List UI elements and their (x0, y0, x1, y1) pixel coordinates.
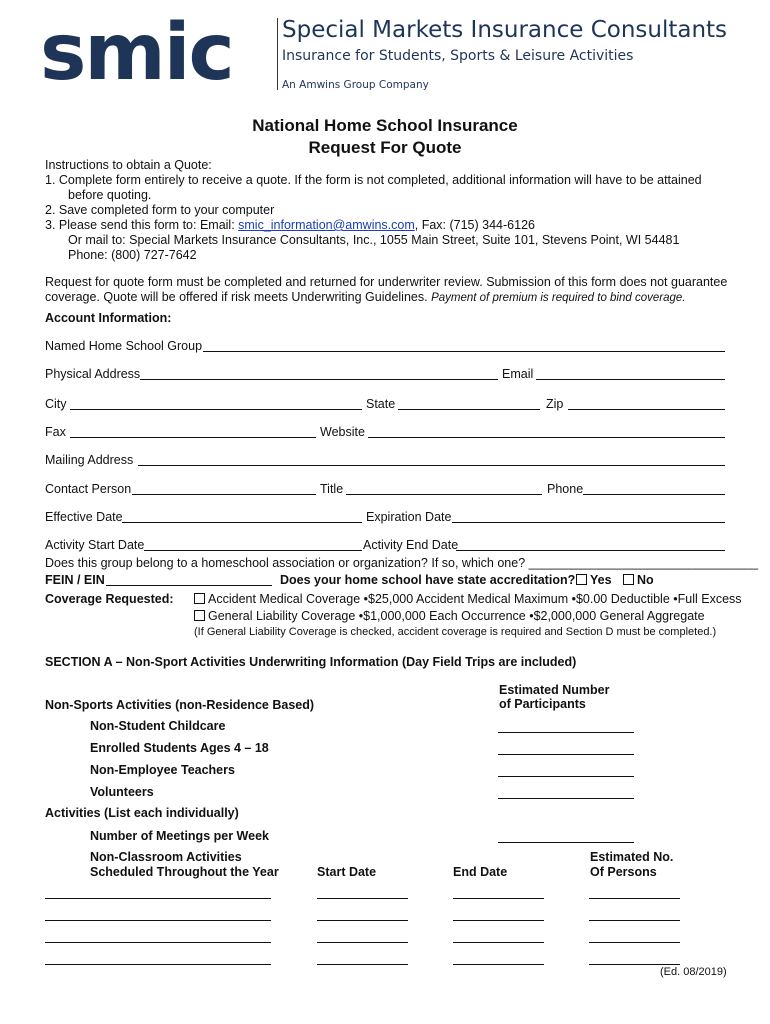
effective-date-field[interactable] (122, 522, 362, 523)
website-label: Website (320, 425, 365, 439)
title-field[interactable] (346, 494, 542, 495)
form-title-line1: National Home School Insurance (252, 116, 518, 135)
state-field[interactable] (398, 409, 540, 410)
activities-heading: Activities (List each individually) (45, 806, 239, 820)
title-label: Title (320, 482, 344, 496)
contact-phone: Phone: (800) 727-7642 (68, 248, 197, 262)
activity-row-4-start[interactable] (317, 964, 408, 965)
physical-address-label: Physical Address (45, 367, 141, 381)
fax-field[interactable] (70, 437, 316, 438)
activity-row-1-start[interactable] (317, 898, 408, 899)
meetings-field[interactable] (498, 842, 634, 843)
row-volunteers-field[interactable] (498, 798, 634, 799)
activity-row-2-persons[interactable] (589, 920, 680, 921)
city-field[interactable] (70, 409, 362, 410)
row-childcare-field[interactable] (498, 732, 634, 733)
instruction-1: 1. Complete form entirely to receive a quote. If the form is not completed, additional information will have to be attained (45, 173, 702, 187)
activity-row-4-name[interactable] (45, 964, 271, 965)
fein-label: FEIN / EIN (45, 573, 105, 587)
state-label: State (366, 397, 396, 411)
activity-end-field[interactable] (456, 550, 725, 551)
instruction-3 (45, 218, 535, 232)
meetings-label: Number of Meetings per Week (90, 829, 269, 843)
activity-row-4-end[interactable] (453, 964, 544, 965)
accident-coverage-option[interactable] (194, 592, 742, 606)
mailing-address-label: Mailing Address (45, 453, 134, 467)
activity-row-3-persons[interactable] (589, 942, 680, 943)
activity-row-4-persons[interactable] (589, 964, 680, 965)
header-divider (277, 18, 278, 90)
row-teachers-label: Non-Employee Teachers (90, 763, 235, 777)
instruction-3-prefix: 3. Please send this form to: Email: (45, 218, 239, 232)
phone-label: Phone (547, 482, 584, 496)
form-title-line2: Request For Quote (308, 138, 462, 157)
notice-line2 (45, 290, 685, 304)
phone-field[interactable] (583, 494, 725, 495)
named-group-label: Named Home School Group (45, 339, 203, 353)
activity-row-2-end[interactable] (453, 920, 544, 921)
activity-row-3-end[interactable] (453, 942, 544, 943)
contact-person-field[interactable] (132, 494, 316, 495)
notice-payment: Payment of premium is required to bind coverage. (431, 292, 686, 304)
accreditation-no[interactable] (623, 573, 654, 587)
edition-label: (Ed. 08/2019) (660, 966, 727, 978)
row-teachers-field[interactable] (498, 776, 634, 777)
instructions-heading: Instructions to obtain a Quote: (45, 158, 212, 172)
notice-line1: Request for quote form must be completed and returned for underwriter review. Submission of this form does not guarantee (45, 275, 728, 289)
instruction-3-fax: , Fax: (715) 344-6126 (414, 218, 535, 232)
activity-end-label: Activity End Date (363, 538, 459, 552)
contact-person-label: Contact Person (45, 482, 132, 496)
association-question: Does this group belong to a homeschool association or organization? If so, which one? _________________________________ (45, 556, 759, 570)
no-label: No (637, 573, 654, 587)
fein-field[interactable] (106, 585, 272, 586)
website-field[interactable] (368, 437, 725, 438)
instruction-1-cont: before quoting. (68, 188, 152, 202)
smic-logo: smic (40, 8, 233, 98)
non-sports-heading: Non-Sports Activities (non-Residence Based) (45, 698, 315, 712)
accreditation-question: Does your home school have state accreditation? (280, 573, 576, 587)
activity-row-1-persons[interactable] (589, 898, 680, 899)
non-classroom-header-1: Non-Classroom Activities (90, 850, 242, 864)
company-name: Special Markets Insurance Consultants (282, 17, 728, 43)
estimated-number-header-2: of Participants (499, 697, 586, 711)
expiration-date-label: Expiration Date (366, 510, 452, 524)
expiration-date-field[interactable] (452, 522, 725, 523)
section-a-heading: SECTION A – Non-Sport Activities Underwriting Information (Day Field Trips are included) (45, 655, 577, 669)
zip-field[interactable] (568, 409, 725, 410)
start-date-header: Start Date (317, 865, 377, 879)
liability-note: (If General Liability Coverage is checked, accident coverage is required and Section D must be completed.) (194, 626, 717, 638)
accident-checkbox[interactable] (194, 593, 205, 604)
activity-row-1-name[interactable] (45, 898, 271, 899)
accreditation-yes[interactable] (576, 573, 612, 587)
named-group-field[interactable] (203, 351, 725, 352)
activity-row-3-start[interactable] (317, 942, 408, 943)
accident-label: Accident Medical Coverage •$25,000 Accident Medical Maximum •$0.00 Deductible •Full Excess (208, 592, 742, 606)
coverage-requested-label: Coverage Requested: (45, 592, 174, 606)
activity-start-label: Activity Start Date (45, 538, 145, 552)
liability-label: General Liability Coverage •$1,000,000 Each Occurrence •$2,000,000 General Aggregate (208, 609, 705, 623)
row-enrolled-field[interactable] (498, 754, 634, 755)
mailing-address-field[interactable] (138, 465, 725, 466)
parent-company: An Amwins Group Company (282, 79, 429, 91)
yes-checkbox[interactable] (576, 574, 587, 585)
activity-row-2-name[interactable] (45, 920, 271, 921)
activity-row-2-start[interactable] (317, 920, 408, 921)
account-heading: Account Information: (45, 311, 172, 325)
activity-row-3-name[interactable] (45, 942, 271, 943)
estimated-persons-header-1: Estimated No. (590, 850, 674, 864)
email-field[interactable] (536, 379, 725, 380)
instruction-2: 2. Save completed form to your computer (45, 203, 275, 217)
physical-address-field[interactable] (140, 379, 498, 380)
no-checkbox[interactable] (623, 574, 634, 585)
row-volunteers-label: Volunteers (90, 785, 154, 799)
zip-label: Zip (546, 397, 564, 411)
city-label: City (45, 397, 67, 411)
liability-checkbox[interactable] (194, 610, 205, 621)
fax-label: Fax (45, 425, 66, 439)
row-childcare-label: Non-Student Childcare (90, 719, 226, 733)
mail-address: Or mail to: Special Markets Insurance Consultants, Inc., 1055 Main Street, Suite 101, Stevens Point, WI 54481 (68, 233, 680, 247)
notice-line2-text: coverage. Quote will be offered if risk meets Underwriting Guidelines. (45, 290, 428, 304)
estimated-number-header-1: Estimated Number (499, 683, 610, 697)
liability-coverage-option[interactable] (194, 609, 705, 623)
end-date-header: End Date (453, 865, 508, 879)
estimated-persons-header-2: Of Persons (590, 865, 657, 879)
company-tagline: Insurance for Students, Sports & Leisure Activities (282, 48, 634, 64)
email-label: Email (502, 367, 534, 381)
yes-label: Yes (590, 573, 612, 587)
activity-start-field[interactable] (144, 550, 362, 551)
effective-date-label: Effective Date (45, 510, 123, 524)
non-classroom-header-2: Scheduled Throughout the Year (90, 865, 279, 879)
row-enrolled-label: Enrolled Students Ages 4 – 18 (90, 741, 269, 755)
activity-row-1-end[interactable] (453, 898, 544, 899)
email-link[interactable]: smic_information@amwins.com (238, 218, 415, 232)
